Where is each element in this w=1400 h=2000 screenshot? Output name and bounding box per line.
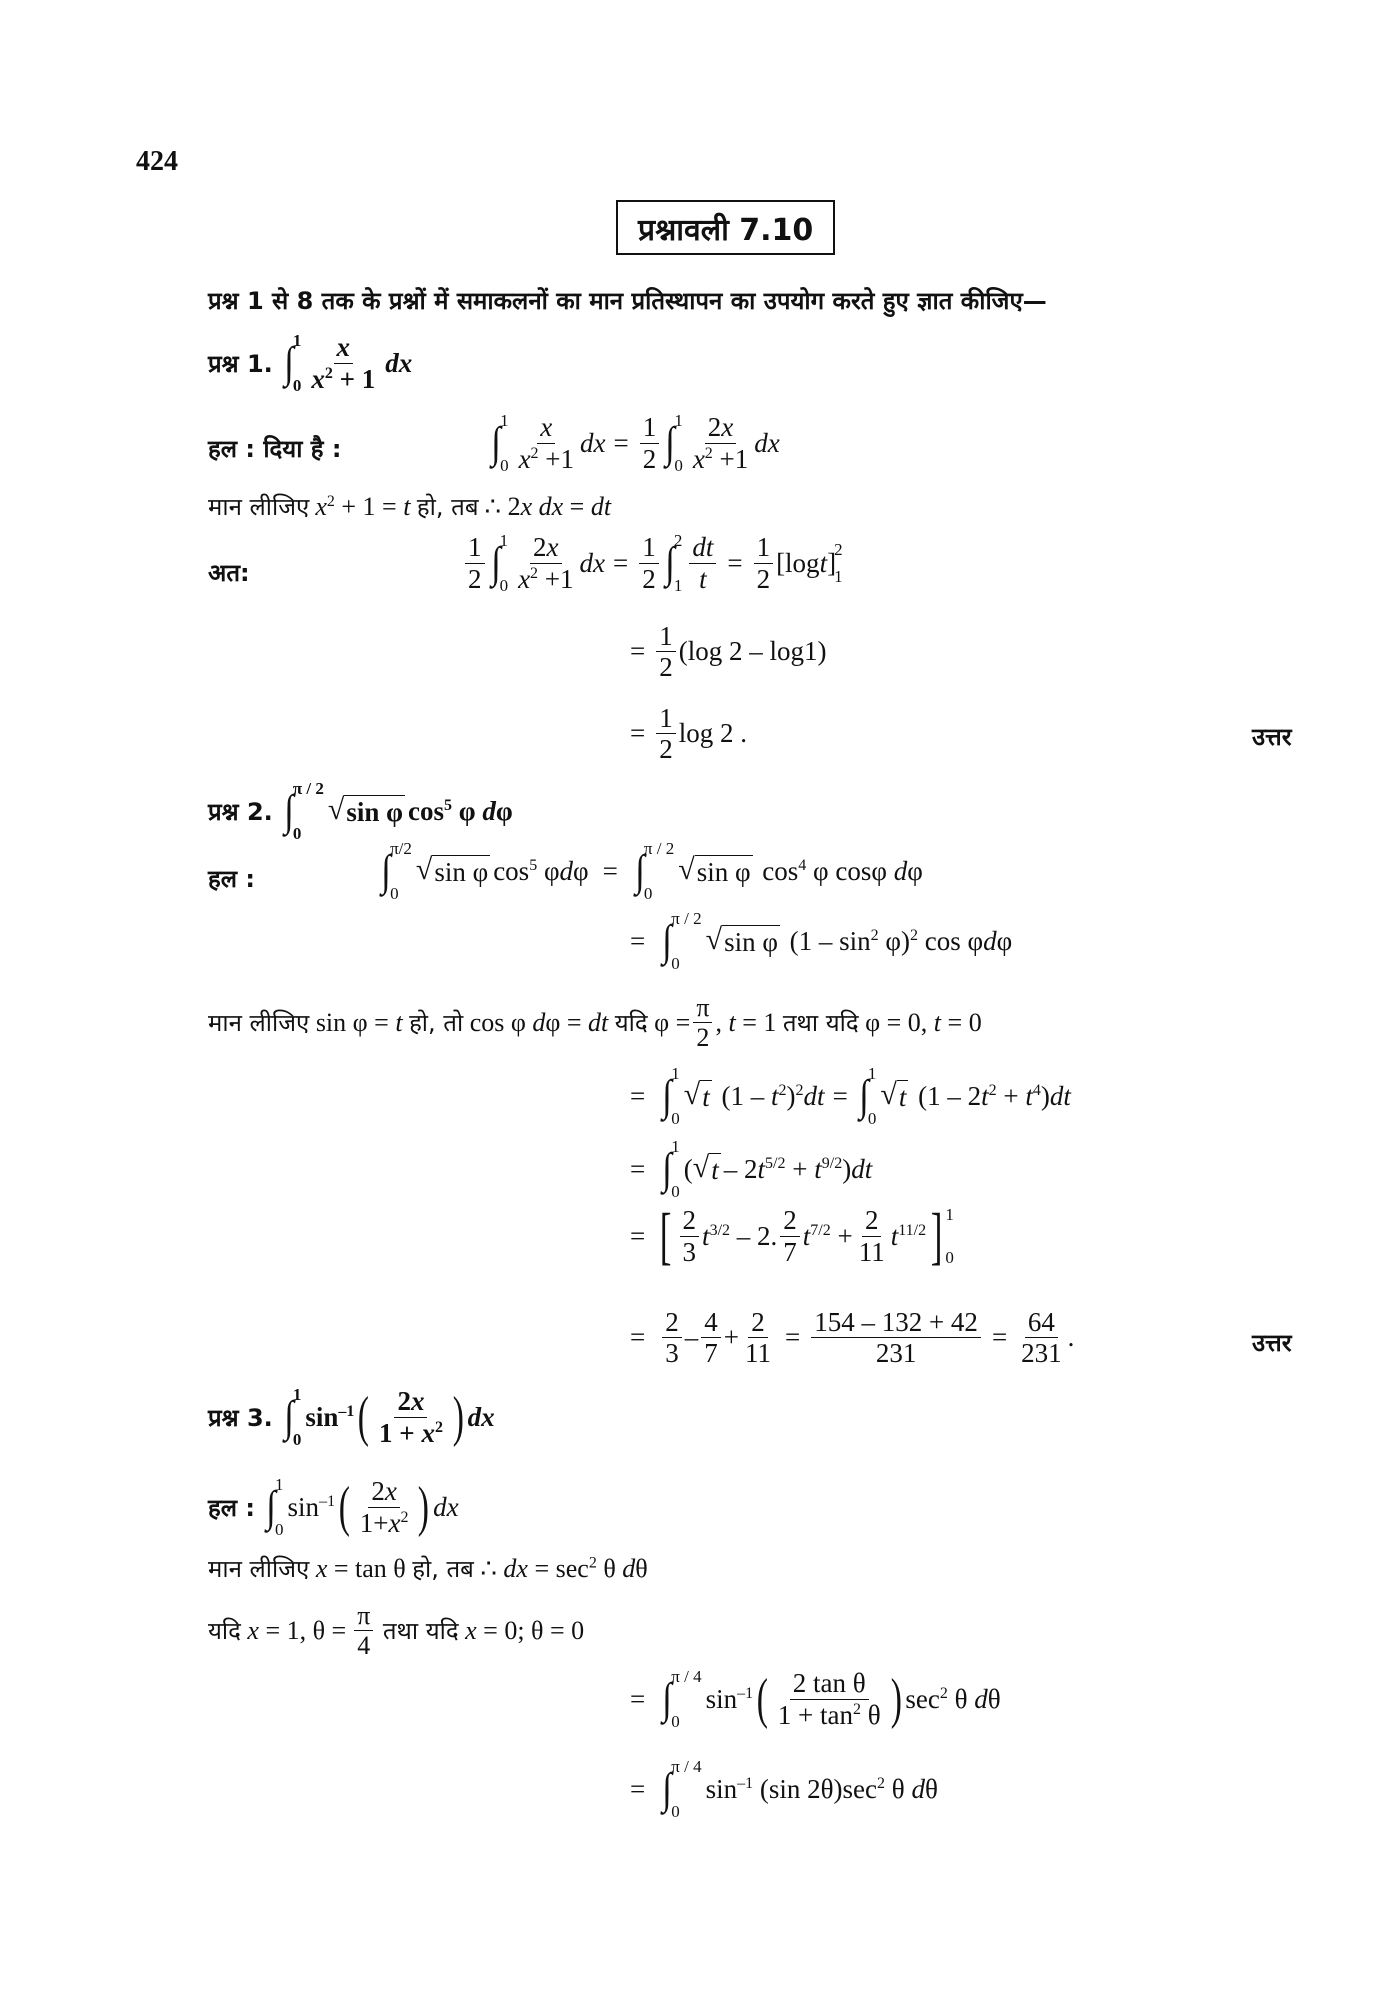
q2-step5: = [ $\frac{2}{3}$ $t^{3/2} - 2$. $\frac{2}{7}$ $t^{7/2}$ + $\frac{2}{11}$ $t^{11/2}$ ] 1 0 [630,1200,954,1271]
q2-substitution: मान लीजिए sin φ = t हो, तो cos φ dφ = dt यदि φ = $\frac{\pi}{2}$ , t = 1 तथा यदि φ = 0, t = 0 [208,993,982,1053]
answer-label: उत्तर [1252,723,1292,751]
instruction-text: प्रश्न 1 से 8 तक के प्रश्नों में समाकलनों का मान प्रतिस्थापन का उपयोग करते हुए ज्ञात कीजिए— [208,287,1047,315]
q2-step3: = ∫ 1 0 √ t $(1 - t^2)^2dt$ = ∫ 1 0 √ t $(1 - 2t^2 + t^4)dt$ [630,1064,1071,1128]
q1-solution-label: हल : दिया है : [208,435,342,463]
q3-limits: यदि x = 1, θ = $\frac{\pi}{4}$ तथा यदि x = 0; θ = 0 [208,1601,585,1661]
q2-step6: = $\frac{2}{3}$ – $\frac{4}{7}$ + $\frac{2}{11}$ = $\frac{154 - 132 + 42}{231}$ = $\frac{64}{231}$ . [630,1307,1075,1369]
question-3: प्रश्न 3. ∫ 1 0 $\sin^{-1}$ ( $\frac{2x}{1 + x^2}$ ) dx [208,1385,495,1449]
q3-step3: = ∫ π / 4 0 $\sin^{-1} (\sin$ $2\theta)\sec^2$ θ dθ [630,1757,938,1821]
exercise-title: प्रश्नावली 7.10 [638,213,814,248]
question-1: प्रश्न 1. ∫ 1 0 $\frac{x}{x^2 + 1}$ dx [208,331,413,395]
q2-step1: ∫ π/2 0 √ sin φ $\cos^5 \varphi d\varphi$ = ∫ π / 2 0 √ sin φ $\cos^4 \varphi$ cosφ dφ [381,839,923,903]
q1-step4: = $\frac{1}{2}$ log 2 . [630,703,747,765]
q1-step1: ∫ 1 0 $\frac{x}{x^2 +1}$ dx = $\frac{1}{2}$ ∫ 1 0 $\frac{2x}{x^2 +1}$ dx [491,411,780,475]
question-3-label: प्रश्न 3. [208,1403,273,1432]
q2-solution-label: हल : [208,865,255,893]
q2-step2: = ∫ π / 2 0 √ sin φ $(1 - \sin^2 \varphi)^2$ cos φdφ [630,909,1013,973]
q3-substitution: मान लीजिए x = tan θ हो, तब ∴ dx = $\sec^2 \theta$ dθ [208,1553,648,1583]
question-2: प्रश्न 2. ∫ π / 2 0 √ sin φ $\cos^5 \varphi$ dφ [208,779,513,843]
exercise-title-box [616,200,835,255]
question-2-label: प्रश्न 2. [208,797,273,826]
q3-step2: = ∫ π / 4 0 $\sin^{-1}$ ( $\frac{\text{2 tan θ}}{1 + \tan^2 \theta}$ ) $\sec^2 \theta$ dθ [630,1667,1001,1731]
q1-substitution: मान लीजिए $x^2 + 1 = t$ हो, तब ∴ 2x dx = dt [208,492,612,521]
answer-label: उत्तर [1252,1329,1292,1357]
q3-step1: हल : ∫ 1 0 $\sin^{-1}$ ( $\frac{2x}{1+x^2}$ ) dx [208,1475,459,1539]
q1-step2: $\frac{1}{2}$ ∫ 1 0 $\frac{2x}{x^2 +1}$ dx = $\frac{1}{2}$ ∫ 2 1 $\frac{dt}{t}$ = $\frac{1}{2}$ [logt] 2 1 [462,532,845,594]
question-1-label: प्रश्न 1. [208,349,273,378]
page-number: 424 [136,146,178,177]
integral-sign: ∫ 1 0 [284,331,302,395]
q2-step4: = ∫ 1 0 ( √ t – $2t^{5/2} + t^{9/2})dt$ [630,1137,873,1201]
hence-label: अत: [208,559,250,587]
q1-step3: = $\frac{1}{2}$ (log 2 – log1) [630,621,827,683]
